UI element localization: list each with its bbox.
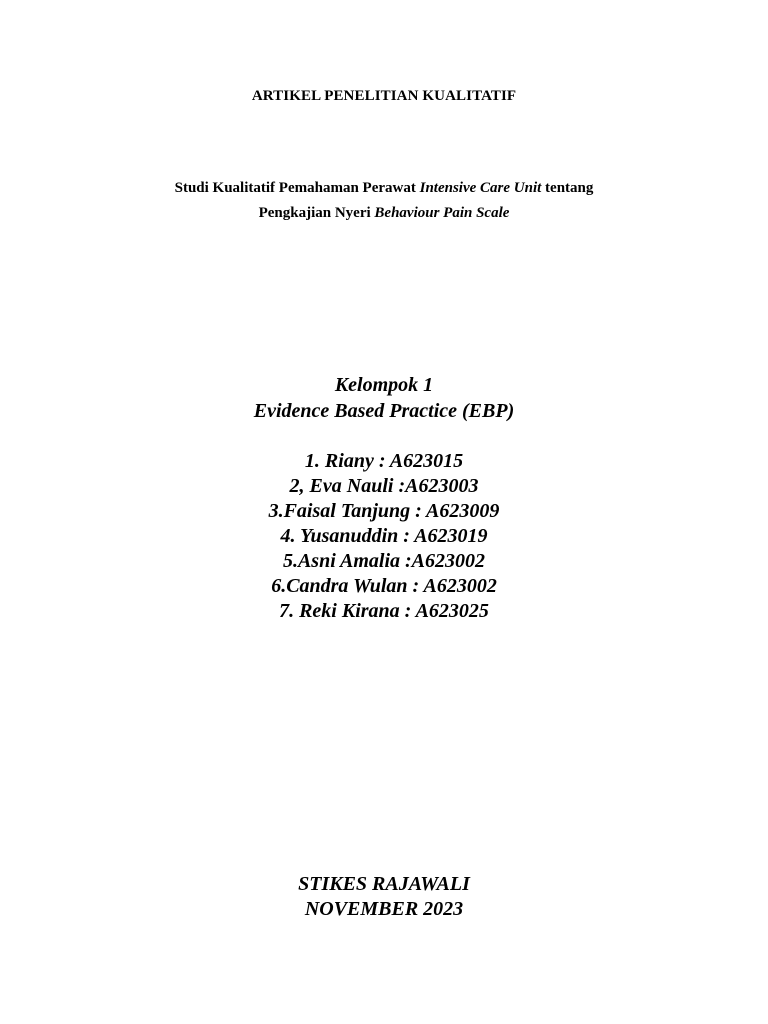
article-type-heading: ARTIKEL PENELITIAN KUALITATIF	[251, 88, 517, 104]
member-item: 4. Yusanuddin : A623019	[280, 525, 488, 547]
member-item: 2, Eva Nauli :A623003	[289, 475, 479, 497]
title-italic-term: Intensive Care Unit	[419, 180, 542, 196]
group-name: Kelompok 1	[334, 374, 434, 396]
title-line-2	[0, 205, 768, 222]
institution-name: STIKES RAJAWALI	[298, 873, 470, 895]
title-italic-term: Behaviour Pain Scale	[374, 205, 510, 221]
title-line-1	[0, 180, 768, 197]
document-date: NOVEMBER 2023	[304, 898, 464, 920]
title-text: Studi Kualitatif Pemahaman Perawat	[174, 180, 420, 196]
title-text: tentang	[541, 180, 594, 196]
member-item: 1. Riany : A623015	[304, 450, 464, 472]
member-item: 7. Reki Kirana : A623025	[279, 600, 489, 622]
title-text: Pengkajian Nyeri	[258, 205, 375, 221]
course-name: Evidence Based Practice (EBP)	[253, 400, 515, 422]
member-item: 5.Asni Amalia :A623002	[282, 550, 486, 572]
member-item: 3.Faisal Tanjung : A623009	[268, 500, 500, 522]
member-item: 6.Candra Wulan : A623002	[271, 575, 497, 597]
